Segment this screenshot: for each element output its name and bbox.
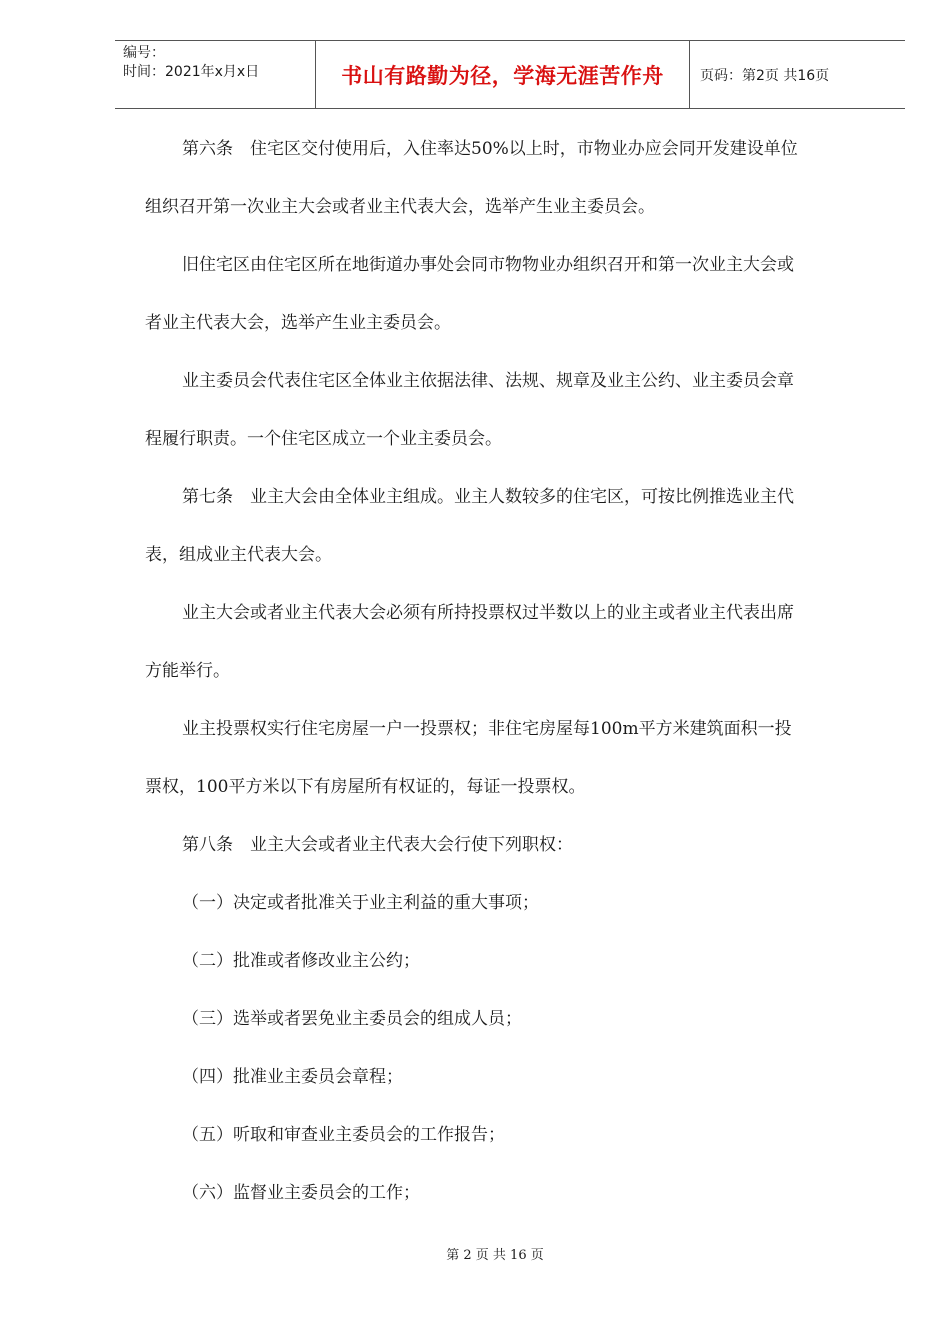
- document-body: [145, 120, 875, 1222]
- list-item: （四）批准业主委员会章程；: [182, 1067, 403, 1087]
- list-item: （五）听取和审查业主委员会的工作报告；: [182, 1125, 505, 1145]
- paragraph-line: 第八条 业主大会或者业主代表大会行使下列职权：: [182, 835, 573, 855]
- paragraph-line: 程履行职责。一个住宅区成立一个业主委员会。: [145, 429, 502, 449]
- header-motto: 书山有路勤为径，学海无涯苦作舟: [316, 41, 690, 108]
- paragraph-line: 组织召开第一次业主大会或者业主代表大会，选举产生业主委员会。: [145, 197, 655, 217]
- paragraph-line: 第六条 住宅区交付使用后，入住率达50%以上时，市物业办应会同开发建设单位: [182, 139, 798, 159]
- document-date-label: 时间：2021年x月x日: [123, 64, 260, 80]
- page-footer: 第 2 页 共 16 页: [446, 1248, 544, 1263]
- paragraph-line: 表，组成业主代表大会。: [145, 545, 332, 565]
- paragraph-line: 方能举行。: [145, 661, 230, 681]
- header-meta: [115, 41, 316, 108]
- paragraph-line: 旧住宅区由住宅区所在地街道办事处会同市物物业办组织召开和第一次业主大会或: [182, 255, 794, 275]
- document-number-label: 编号：: [123, 45, 165, 61]
- list-item: （二）批准或者修改业主公约；: [182, 951, 420, 971]
- paragraph-line: 票权，100平方米以下有房屋所有权证的，每证一投票权。: [145, 777, 586, 797]
- list-item: （三）选举或者罢免业主委员会的组成人员；: [182, 1009, 522, 1029]
- paragraph-line: 业主委员会代表住宅区全体业主依据法律、法规、规章及业主公约、业主委员会章: [182, 371, 794, 391]
- paragraph-line: 业主投票权实行住宅房屋一户一投票权；非住宅房屋每100m平方米建筑面积一投: [182, 719, 792, 739]
- list-item: （六）监督业主委员会的工作；: [182, 1183, 420, 1203]
- header-page-info: 页码：第2页 共16页: [700, 67, 830, 84]
- paragraph-line: 者业主代表大会，选举产生业主委员会。: [145, 313, 451, 333]
- paragraph-line: 业主大会或者业主代表大会必须有所持投票权过半数以上的业主或者业主代表出席: [182, 603, 794, 623]
- list-item: （一）决定或者批准关于业主利益的重大事项；: [182, 893, 539, 913]
- document-header: [115, 40, 905, 109]
- paragraph-line: 第七条 业主大会由全体业主组成。业主人数较多的住宅区，可按比例推选业主代: [182, 487, 794, 507]
